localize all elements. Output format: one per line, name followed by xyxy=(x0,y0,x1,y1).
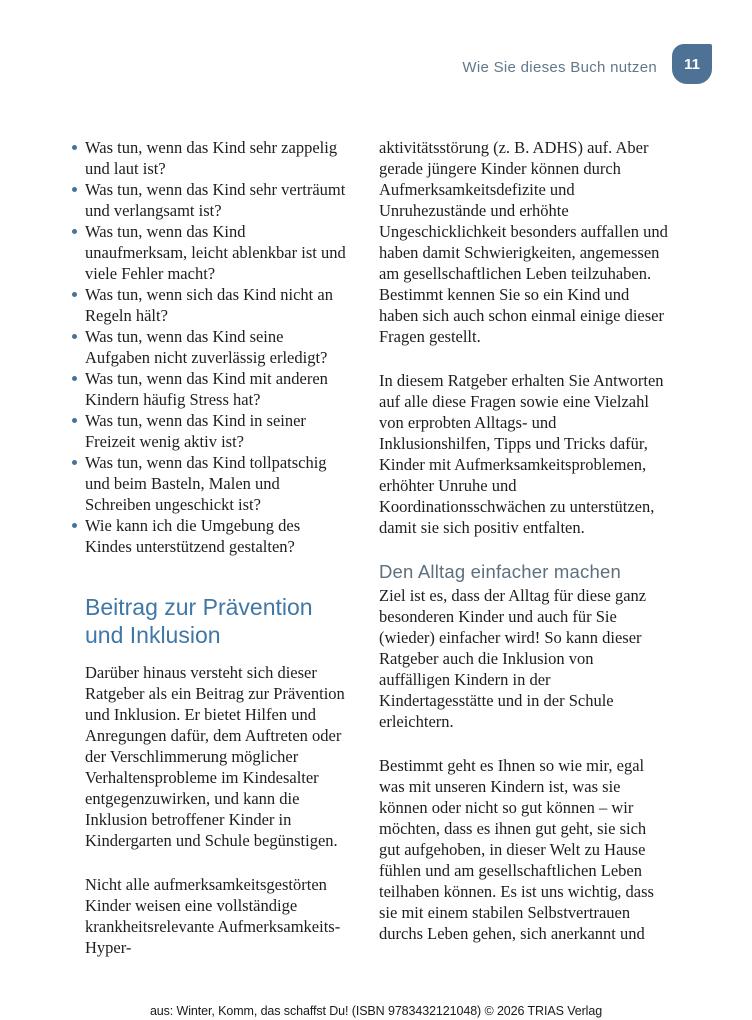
question-text: Was tun, wenn das Kind seine Aufgaben nicht zuverlässig erledigt? xyxy=(85,327,328,367)
paragraph: Ziel ist es, dass der Alltag für diese ganz besonderen Kinder und auch für Sie (wieder) einfacher wird! So kann dieser Ratgeber auch die Inklusion von auffälligen Kindern in der Kindertagesstätte und in der Schule erleichtern. xyxy=(379,586,647,731)
bullet-dot-icon xyxy=(72,376,77,381)
bullet-dot-icon xyxy=(72,334,77,339)
bullet-dot-icon xyxy=(72,229,77,234)
question-item xyxy=(85,515,346,557)
bullet-dot-icon xyxy=(72,460,77,465)
paragraph: Bestimmt geht es Ihnen so wie mir, egal was mit unseren Kindern ist, was sie können oder nicht so gut können – wir möchten, dass es ihnen gut geht, sie sich gut aufgehoben, in dieser Welt zu Hause fühlen und am gesellschaftlichen Leben teilhaben können. Es ist uns wichtig, dass sie mit einem stabilen Selbstvertrauen durchs Leben gehen, sich anerkannt und xyxy=(379,756,654,943)
paragraph: In diesem Ratgeber erhalten Sie Antworten auf alle diese Fragen sowie eine Vielzahl von erprobten Alltags- und Inklusionshilfen, Tipps und Tricks dafür, Kinder mit Aufmerksamkeitsproblemen, erhöhter Unruhe und Koordinationsschwächen zu unterstützen, damit sie sich positiv entfalten. xyxy=(379,371,664,537)
question-item xyxy=(85,284,346,326)
question-item xyxy=(85,179,346,221)
question-item xyxy=(85,410,346,452)
question-item xyxy=(85,221,346,284)
paragraph: Darüber hinaus versteht sich dieser Ratgeber als ein Beitrag zur Prävention und Inklusion. Er bietet Hilfen und Anregungen dafür, dem Auftreten oder der Verschlimmerung möglicher Verhaltensprobleme im Kindesalter entgegenzuwirken, und kann die Inklusion betroffener Kinder in Kindergarten und Schule begünstigen. xyxy=(85,663,345,850)
left-column xyxy=(85,137,346,958)
two-column-content xyxy=(85,137,668,958)
question-list xyxy=(85,137,346,557)
question-text: Was tun, wenn das Kind unaufmerksam, leicht ablenkbar ist und viele Fehler macht? xyxy=(85,222,346,283)
right-column xyxy=(379,137,668,958)
bullet-dot-icon xyxy=(72,145,77,150)
page-number: 11 xyxy=(684,55,700,73)
question-item xyxy=(85,368,346,410)
section-heading: Beitrag zur Prävention und Inklusion xyxy=(85,594,313,648)
question-text: Wie kann ich die Umgebung des Kindes unterstützend gestalten? xyxy=(85,516,301,556)
sub-heading: Den Alltag einfacher machen xyxy=(379,561,621,582)
question-item xyxy=(85,452,346,515)
question-text: Was tun, wenn das Kind sehr zappelig und laut ist? xyxy=(85,138,338,178)
question-text: Was tun, wenn das Kind mit anderen Kindern häufig Stress hat? xyxy=(85,369,328,409)
bullet-dot-icon xyxy=(72,187,77,192)
question-text: Was tun, wenn das Kind sehr verträumt und verlangsamt ist? xyxy=(85,180,346,220)
running-head: Wie Sie dieses Buch nutzen xyxy=(462,58,657,76)
question-item xyxy=(85,326,346,368)
paragraph: Nicht alle aufmerksamkeitsgestörten Kinder weisen eine vollständige krankheitsrelevante Aufmerksamkeits-Hyper- xyxy=(85,875,341,957)
question-text: Was tun, wenn sich das Kind nicht an Regeln hält? xyxy=(85,285,333,325)
copyright-credit: aus: Winter, Komm, das schaffst Du! (ISBN 9783432121048) © 2026 TRIAS Verlag xyxy=(149,1004,603,1018)
bullet-dot-icon xyxy=(72,292,77,297)
question-item xyxy=(85,137,346,179)
page-number-badge xyxy=(672,44,712,84)
page-header xyxy=(462,44,712,84)
question-text: Was tun, wenn das Kind in seiner Freizeit wenig aktiv ist? xyxy=(85,411,306,451)
bullet-dot-icon xyxy=(72,418,77,423)
question-text: Was tun, wenn das Kind tollpatschig und beim Basteln, Malen und Schreiben ungeschickt ist? xyxy=(85,453,327,514)
bullet-dot-icon xyxy=(72,523,77,528)
paragraph: aktivitätsstörung (z. B. ADHS) auf. Aber gerade jüngere Kinder können durch Aufmerksamkeitsdefizite und Unruhezustände und erhöhte Ungeschicklichkeit besonders auffallen und haben damit Schwierigkeiten, angemessen am gesellschaftlichen Leben teilzuhaben. Bestimmt kennen Sie so ein Kind und haben sich auch schon einmal einige dieser Fragen gestellt. xyxy=(379,138,668,346)
